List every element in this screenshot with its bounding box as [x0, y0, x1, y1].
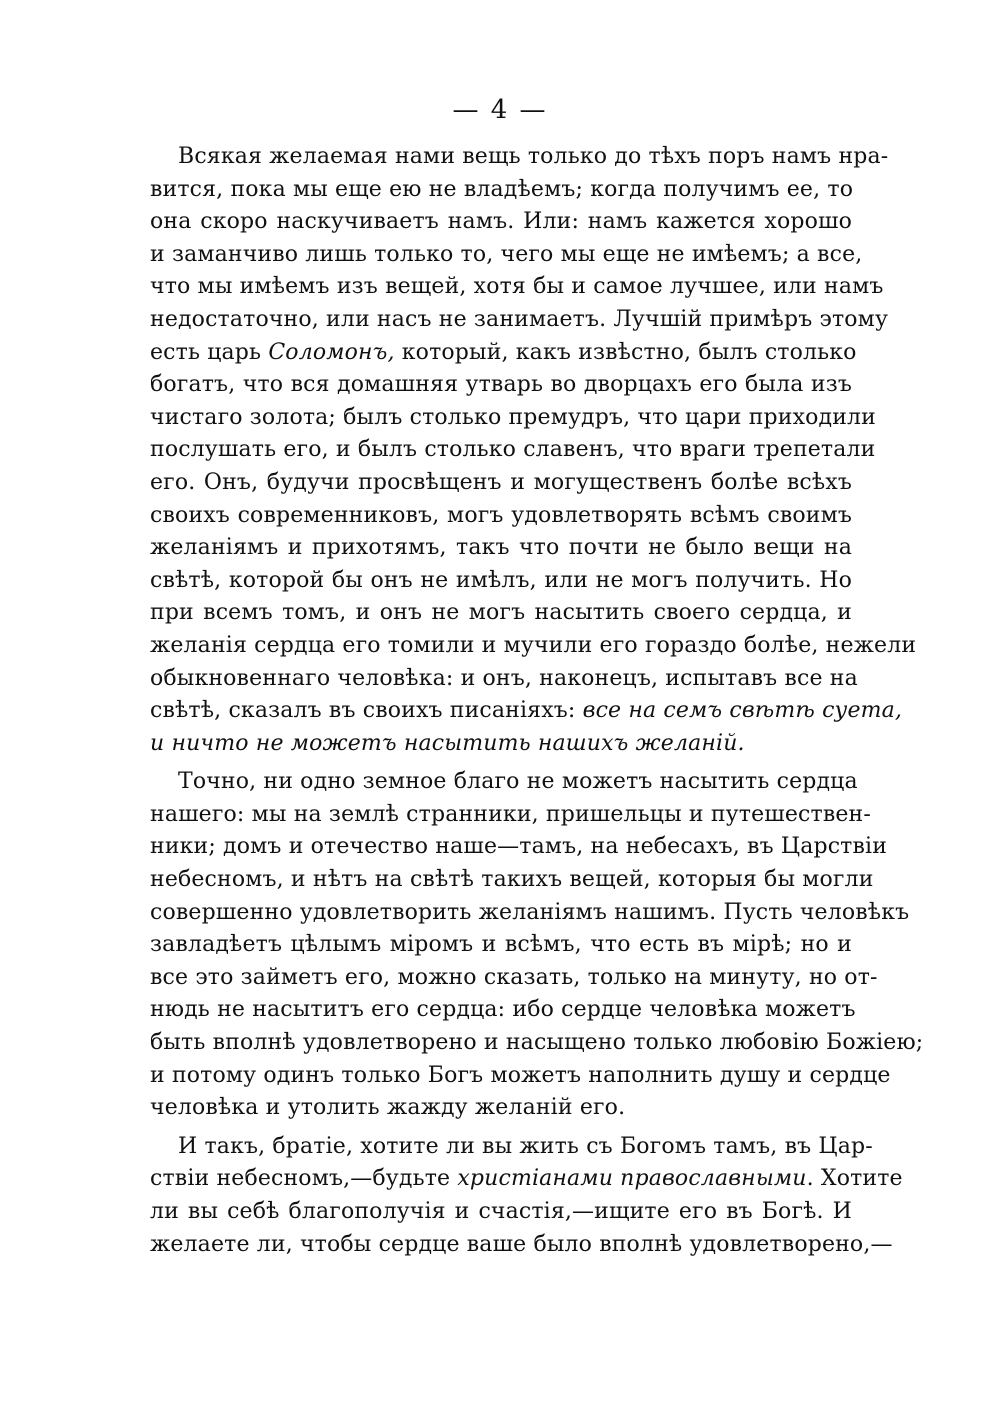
page-number: — 4 — [452, 95, 548, 125]
text-line: человѣка и утолить жажду желаній его. [150, 1095, 626, 1121]
text-line: совершенно удовлетворить желаніямъ нашимъ. Пусть человѣкъ [150, 899, 910, 925]
text-line: нюдь не насытитъ его сердца: ибо сердце человѣка можетъ [150, 997, 856, 1023]
text-line: есть царь Соломонъ, который, какъ извѣстно, былъ столько [150, 339, 857, 365]
text-line: ствіи небесномъ,—будьте христіанами православными. Хотите [150, 1166, 903, 1192]
text-line: что мы имѣемъ изъ вещей, хотя бы и самое лучшее, или намъ [150, 274, 884, 300]
text-line: И такъ, братіе, хотите ли вы жить съ Богомъ тамъ, въ Цар- [178, 1133, 873, 1159]
text-line [150, 728, 852, 761]
text-line: чистаго золота; былъ столько премудръ, что цари приходили [150, 404, 876, 430]
text-line: обыкновеннаго человѣка: и онъ, наконецъ, испытавъ все на [150, 665, 858, 691]
text-line: вится, пока мы еще ею не владѣемъ; когда получимъ ее, то [150, 176, 854, 202]
paragraph-1 [150, 141, 917, 760]
text-line: Всякая желаемая нами вещь только до тѣхъ поръ намъ нра- [178, 144, 889, 169]
italic-quote: все на семъ свѣтѣ суета, [582, 698, 903, 724]
body-text [150, 141, 924, 1261]
text-line: Точно, ни одно земное благо не можетъ насытить сердца [178, 769, 858, 795]
italic-name: Соломонъ, [268, 339, 395, 365]
text-line: недостаточно, или насъ не занимаетъ. Лучшій примѣръ этому [150, 306, 889, 332]
paragraph-3 [150, 1131, 903, 1261]
text-line: завладѣетъ цѣлымъ міромъ и всѣмъ, что есть въ мірѣ; но и [150, 932, 852, 958]
text-line: при всемъ томъ, и онъ не могъ насытить своего сердца, и [150, 600, 852, 626]
text-line: и потому одинъ только Богъ можетъ наполнить душу и сердце [150, 1062, 891, 1088]
italic-phrase: христіанами православными [457, 1166, 807, 1192]
text-line: ли вы себѣ благополучія и счастія,—ищите его въ Богѣ. И [150, 1199, 852, 1224]
text-line: послушать его, и былъ столько славенъ, что враги трепетали [150, 437, 876, 463]
paragraph-2 [150, 766, 924, 1125]
text-line: небесномъ, и нѣтъ на свѣтѣ такихъ вещей, которыя бы могли [150, 867, 874, 893]
text-line: свѣтѣ, сказалъ въ своихъ писаніяхъ: все на семъ свѣтѣ суета, [150, 698, 903, 724]
text-line: ники; домъ и отечество наше—тамъ, на небесахъ, въ Царствіи [150, 834, 888, 860]
text-line: своихъ современниковъ, могъ удовлетворять всѣмъ своимъ [150, 502, 852, 528]
text-line: богатъ, что вся домашняя утварь во дворцахъ его была изъ [150, 372, 852, 398]
text-line: и заманчиво лишь только то, чего мы еще не имѣемъ; а все, [150, 241, 863, 267]
italic-quote: и ничто не можетъ насытить нашихъ желаній. [150, 730, 745, 756]
text-line: все это займетъ его, можно сказать, только на минуту, но от- [150, 964, 878, 990]
text-line: нашего: мы на землѣ странники, пришельцы и путешествен- [150, 801, 871, 827]
text-line: свѣтѣ, которой бы онъ не имѣлъ, или не могъ получить. Но [150, 567, 852, 593]
text-line: желанія сердца его томили и мучили его гораздо болѣе, нежели [150, 632, 917, 658]
text-line: желаете ли, чтобы сердце ваше было вполнѣ удовлетворено,— [150, 1231, 893, 1257]
text-line: быть вполнѣ удовлетворено и насыщено только любовію Божіею; [150, 1030, 924, 1056]
text-line: желаніямъ и прихотямъ, такъ что почти не было вещи на [150, 535, 852, 561]
text-line: она скоро наскучиваетъ намъ. Или: намъ кажется хорошо [150, 209, 852, 235]
text-line: его. Онъ, будучи просвѣщенъ и могущественъ болѣе всѣхъ [150, 469, 852, 495]
